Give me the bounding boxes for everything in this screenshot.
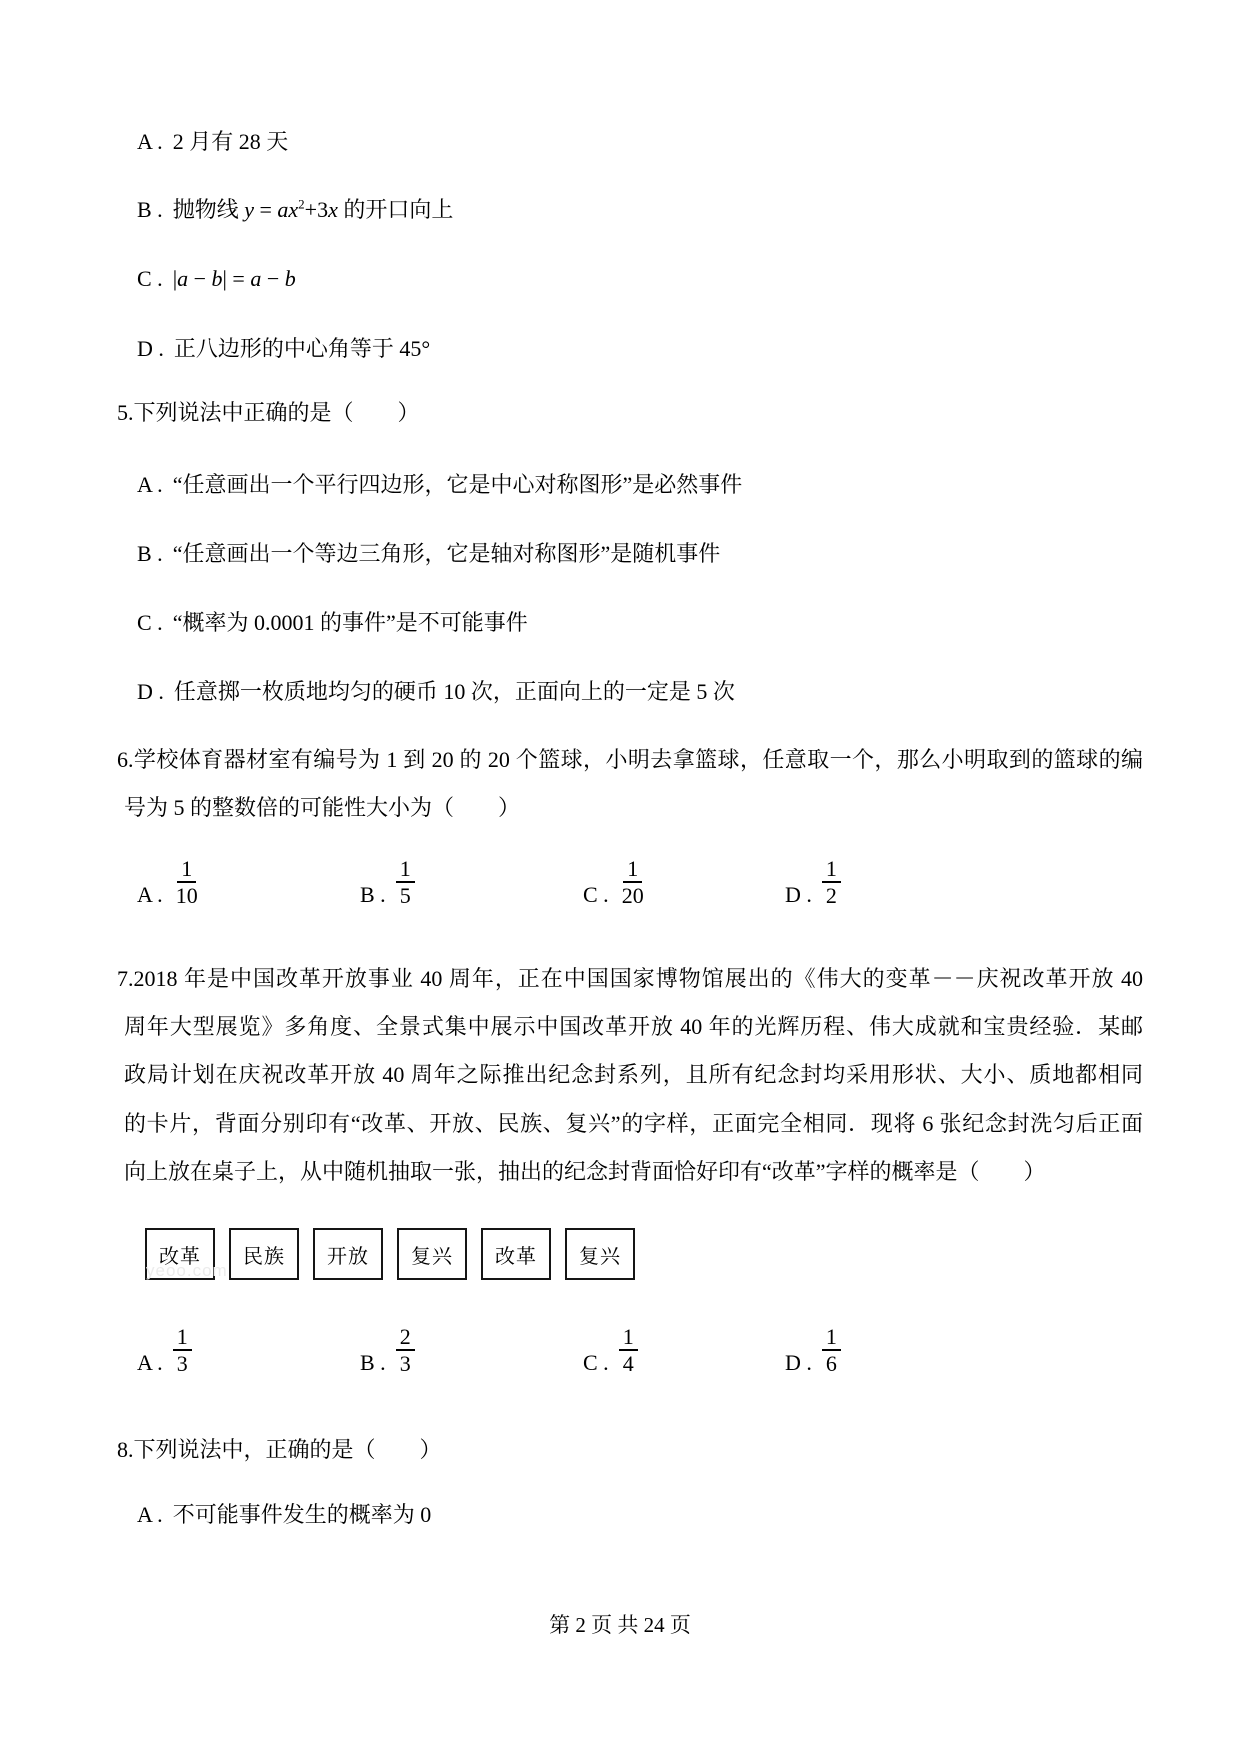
option-label: D .: [785, 1350, 812, 1375]
option-label: D .: [137, 679, 164, 704]
q4-option-d: [137, 335, 430, 362]
option-label: B .: [137, 541, 163, 566]
option-label: A .: [137, 472, 163, 497]
q7-stem-line4: 的卡片，背面分别印有“改革、开放、民族、复兴”的字样，正面完全相同．现将 6 张纪念封洗匀后正面: [124, 1111, 1143, 1136]
q6-option-d: [785, 856, 841, 908]
q4-option-b: [137, 196, 453, 223]
option-text: “任意画出一个平行四边形，它是中心对称图形”是必然事件: [172, 472, 743, 497]
option-label: C .: [137, 610, 163, 635]
q4-option-c: [137, 265, 296, 292]
q6-stem-line1: 6.学校体育器材室有编号为 1 到 20 的 20 个篮球，小明去拿篮球，任意取一个，那么小明取到的篮球的编: [117, 747, 1143, 772]
q7-option-b: [360, 1324, 415, 1376]
option-text: 抛物线 $y = ax^2+3x$ 的开口向上: [172, 196, 454, 222]
fraction: $\frac{1}{5}$: [396, 856, 415, 908]
q4-option-a: [137, 128, 288, 155]
superscript-2: 2: [298, 196, 305, 212]
option-text: “概率为 0.0001 的事件”是不可能事件: [172, 610, 528, 635]
option-text: 2 月有 28 天: [172, 129, 289, 154]
option-label: A .: [137, 882, 163, 907]
option-label: A .: [137, 129, 163, 154]
envelope-card: 复兴: [565, 1228, 635, 1280]
envelope-card: 改革: [145, 1228, 215, 1280]
q7-option-c: [583, 1324, 638, 1376]
option-label: D .: [785, 882, 812, 907]
page-number-footer: 第 2 页 共 24 页: [549, 1613, 691, 1637]
q5-option-d: [137, 678, 735, 705]
q6-option-c: [583, 856, 647, 908]
option-label: B .: [360, 882, 386, 907]
fraction: $\frac{2}{3}$: [396, 1324, 415, 1376]
envelope-card: 民族: [229, 1228, 299, 1280]
option-label: C .: [583, 882, 609, 907]
option-text: 正八边形的中心角等于 45°: [173, 336, 431, 361]
fraction: $\frac{1}{10}$: [175, 856, 198, 908]
option-text: 不可能事件发生的概率为 0: [172, 1502, 432, 1527]
option-label: A .: [137, 1502, 163, 1527]
q7-stem-line3: 政局计划在庆祝改革开放 40 周年之际推出纪念封系列，且所有纪念封均采用形状、大小、质地都相同: [124, 1062, 1143, 1087]
fraction: $\frac{1}{6}$: [822, 1324, 841, 1376]
q5-stem: 5.下列说法中正确的是（ ）: [117, 400, 420, 425]
q5-option-c: [137, 609, 528, 636]
envelope-card: 改革: [481, 1228, 551, 1280]
fraction: $\frac{1}{3}$: [173, 1324, 192, 1376]
q8-option-a: [137, 1501, 431, 1528]
envelope-card: 复兴: [397, 1228, 467, 1280]
fraction: $\frac{1}{20}$: [621, 856, 644, 908]
watermark: yeoo.com: [146, 1261, 228, 1280]
fraction: $\frac{1}{2}$: [822, 856, 841, 908]
option-text: 任意掷一枚质地均匀的硬币 10 次，正面向上的一定是 5 次: [173, 679, 735, 704]
option-label: D .: [137, 336, 164, 361]
option-label: C .: [137, 266, 163, 291]
q7-stem-line2: 周年大型展览》多角度、全景式集中展示中国改革开放 40 年的光辉历程、伟大成就和宝贵经验．某邮: [124, 1014, 1143, 1039]
q7-stem-line1: 7.2018 年是中国改革开放事业 40 周年，正在中国国家博物馆展出的《伟大的变革－－庆祝改革开放 40: [117, 966, 1143, 991]
option-label: C .: [583, 1350, 609, 1375]
option-label: B .: [360, 1350, 386, 1375]
q7-option-a: [137, 1324, 192, 1376]
option-text: “任意画出一个等边三角形，它是轴对称图形”是随机事件: [172, 541, 721, 566]
q6-stem-line2: 号为 5 的整数倍的可能性大小为（ ）: [124, 795, 521, 820]
q5-option-b: [137, 540, 720, 567]
q6-option-a: [137, 856, 201, 908]
q6-option-b: [360, 856, 415, 908]
option-label: B .: [137, 197, 163, 222]
envelope-card: 开放: [313, 1228, 383, 1280]
option-label: A .: [137, 1350, 163, 1375]
q7-stem-line5: 向上放在桌子上，从中随机抽取一张，抽出的纪念封背面恰好印有“改革”字样的概率是（ ）: [124, 1159, 1046, 1184]
q5-option-a: [137, 471, 742, 498]
q7-option-d: [785, 1324, 841, 1376]
option-text: |a − b| = a − b: [172, 266, 296, 291]
fraction: $\frac{1}{4}$: [619, 1324, 638, 1376]
q8-stem: 8.下列说法中，正确的是（ ）: [117, 1437, 442, 1462]
